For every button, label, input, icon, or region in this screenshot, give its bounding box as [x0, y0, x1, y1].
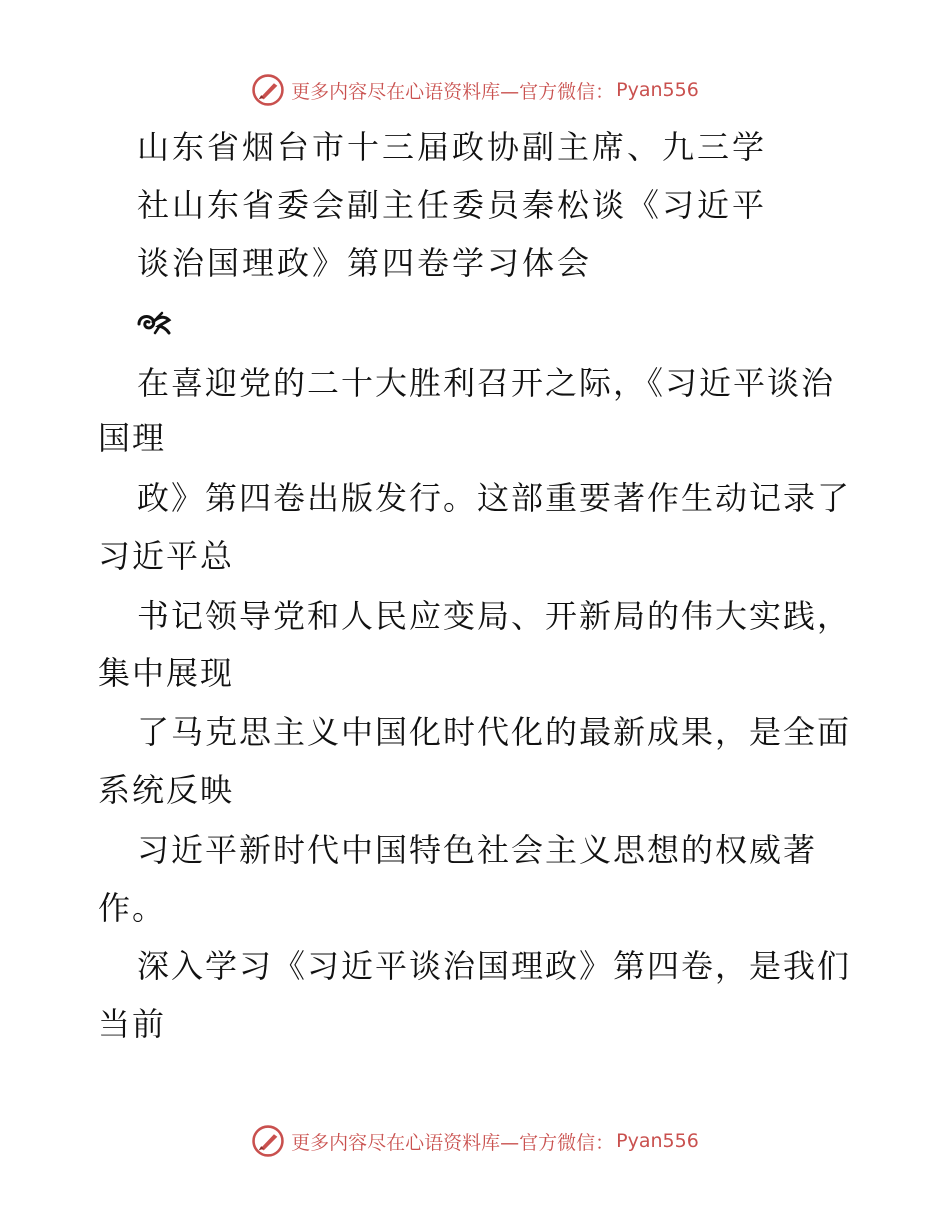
body-line: 在喜迎党的二十大胜利召开之际，《习近平谈治 — [137, 364, 836, 402]
watermark-id: Pyan556 — [616, 1130, 699, 1152]
body-line: 了马克思主义中国化时代化的最新成果，是全面 — [137, 713, 852, 751]
body-line: 系统反映 — [98, 771, 235, 809]
title-line-1: 山东省烟台市十三届政协副主席、九三学 — [137, 128, 768, 166]
swirl-ornament-icon — [135, 308, 173, 338]
pen-logo-icon — [251, 73, 285, 107]
body-line: 当前 — [98, 1005, 167, 1043]
title-line-2: 社山东省委会副主任委员秦松谈《习近平 — [137, 186, 768, 224]
body-line: 集中展现 — [98, 654, 235, 692]
watermark-text: 更多内容尽在心语资料库—官方微信： — [291, 1131, 615, 1154]
body-line: 书记领导党和人民应变局、开新局的伟大实践， — [137, 597, 852, 635]
header-watermark — [0, 70, 950, 110]
body-line: 深入学习《习近平谈治国理政》第四卷，是我们 — [137, 947, 852, 985]
watermark-id: Pyan556 — [616, 79, 699, 101]
footer-watermark — [0, 1121, 950, 1161]
pen-logo-icon — [251, 1124, 285, 1158]
body-line: 政》第四卷出版发行。这部重要著作生动记录了 — [137, 479, 852, 517]
body-line: 习近平新时代中国特色社会主义思想的权威著 — [137, 831, 818, 869]
body-line: 习近平总 — [98, 537, 235, 575]
title-line-3: 谈治国理政》第四卷学习体会 — [137, 244, 593, 282]
watermark-text: 更多内容尽在心语资料库—官方微信： — [291, 80, 615, 103]
body-line: 国理 — [98, 419, 167, 457]
body-line: 作。 — [98, 889, 167, 927]
